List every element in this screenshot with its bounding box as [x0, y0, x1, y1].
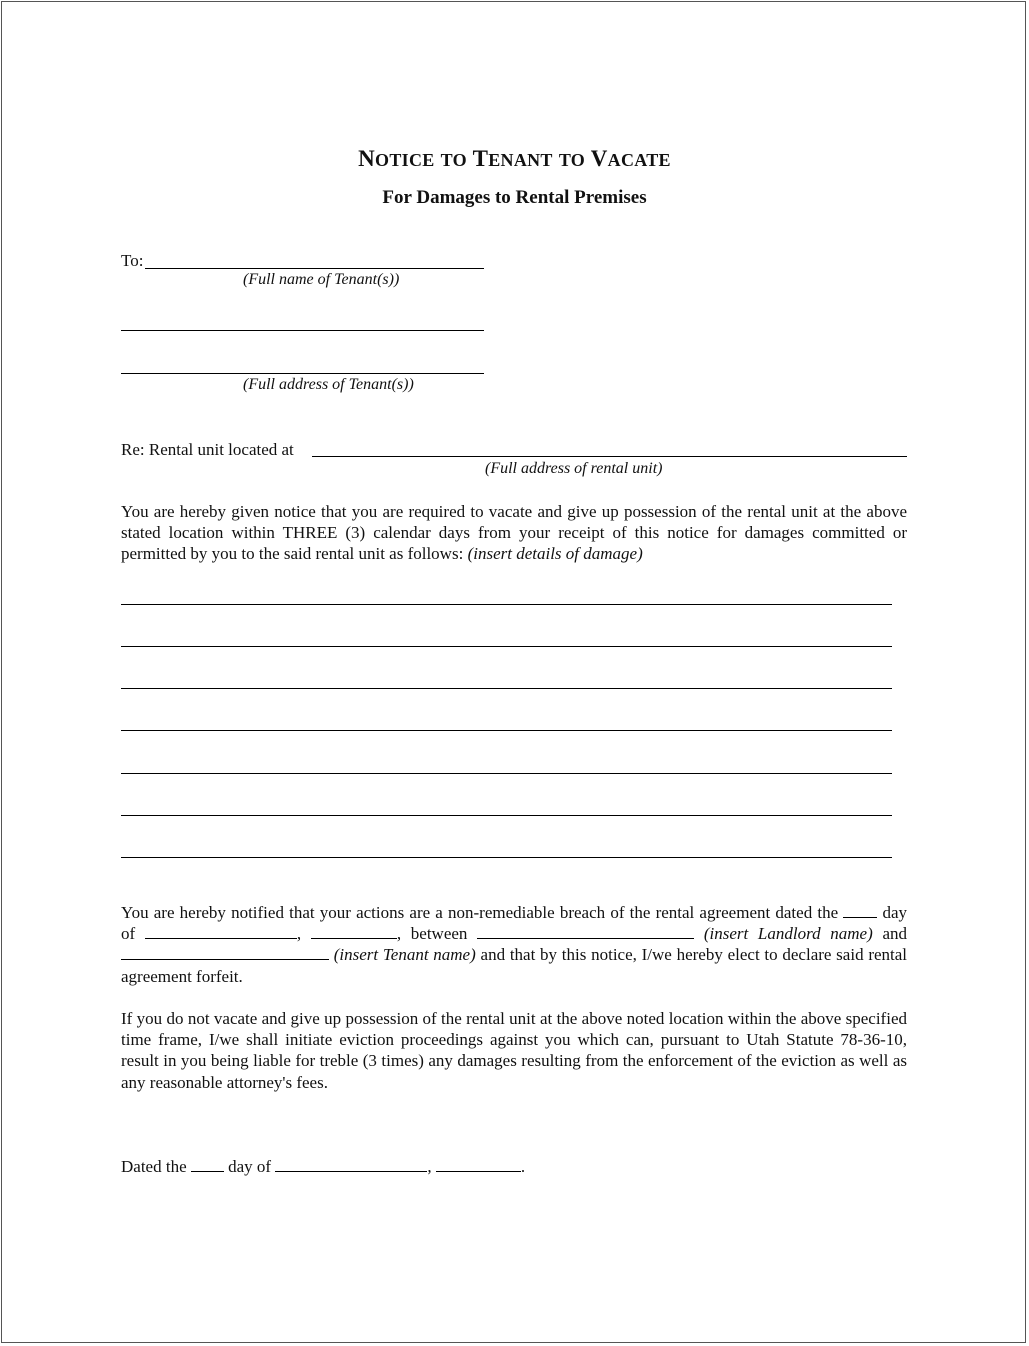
damage-details-line-2[interactable]	[121, 646, 892, 647]
damage-details-line-1[interactable]	[121, 604, 892, 605]
rental-unit-address-field[interactable]	[312, 456, 907, 457]
agreement-day-blank[interactable]	[843, 903, 877, 918]
eviction-paragraph: If you do not vacate and give up possession of the rental unit at the above noted location within the above specified time frame, I/we shall initiate eviction proceedings against you which can, pursuant to Utah Statute 78-36-10, result in you being liable for treble (3 times) any damages resulting from the enforcement of the eviction as well as any reasonable attorney's fees.	[121, 1009, 907, 1092]
landlord-name-blank[interactable]	[477, 924, 694, 939]
agreement-month-blank[interactable]	[145, 924, 297, 939]
rental-unit-caption: (Full address of rental unit)	[485, 460, 663, 477]
re-label: Re: Rental unit located at	[121, 440, 294, 459]
tenant-address-caption: (Full address of Tenant(s))	[243, 376, 414, 393]
dated-year-blank[interactable]	[436, 1157, 521, 1172]
damage-details-line-7[interactable]	[121, 857, 892, 858]
document-title: NOTICE TO TENANT TO VACATE	[358, 146, 671, 171]
to-label: To:	[121, 251, 144, 270]
damage-details-line-6[interactable]	[121, 815, 892, 816]
agreement-year-blank[interactable]	[311, 924, 397, 939]
damage-details-line-3[interactable]	[121, 688, 892, 689]
tenant-address-line-1[interactable]	[121, 330, 484, 331]
damage-details-line-5[interactable]	[121, 773, 892, 774]
tenant-address-line-2[interactable]	[121, 373, 484, 374]
notice-paragraph: You are hereby given notice that you are required to vacate and give up possession of the rental unit at the above stated location within THREE (3) calendar days from your receipt of this notice for damages committed or permitted by you to the said rental unit as follows: (insert details of damage)	[121, 502, 907, 564]
dated-month-blank[interactable]	[275, 1157, 427, 1172]
damage-details-line-4[interactable]	[121, 730, 892, 731]
breach-paragraph: You are hereby notified that your actions are a non-remediable breach of the rental agreement dated the day of , , between (insert Landlord name) and (insert Tenant name) and that by this notice, I/we hereby elect to declare said rental agreement forfeit.	[121, 903, 908, 986]
tenant-name-field[interactable]	[145, 268, 484, 269]
dated-line: Dated the day of , .	[121, 1157, 526, 1176]
document-subtitle: For Damages to Rental Premises	[382, 187, 647, 208]
tenant-name-blank[interactable]	[121, 945, 329, 960]
tenant-name-caption: (Full name of Tenant(s))	[243, 271, 400, 288]
dated-day-blank[interactable]	[191, 1157, 224, 1172]
